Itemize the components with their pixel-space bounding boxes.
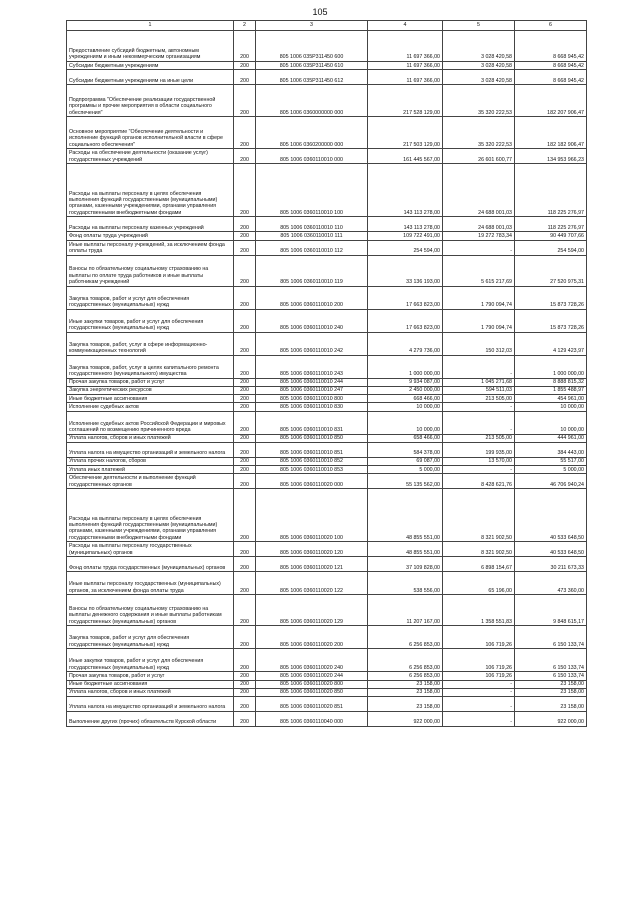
row-executed-amount-cell: 35 320 222,53 (443, 85, 515, 117)
table-row (67, 117, 587, 149)
row-budget-code-cell: 805 1006 0360110020 200 (256, 626, 368, 649)
row-line-code-cell: 200 (234, 149, 256, 164)
row-budget-code-cell: 805 1006 0360110020 240 (256, 649, 368, 672)
row-approved-amount-cell: 10 000,00 (368, 411, 443, 434)
row-line-code-cell: 200 (234, 489, 256, 542)
row-name-cell: Иные выплаты персоналу учреждений, за исключением фонда оплаты труда (67, 240, 234, 255)
row-line-code-cell: 200 (234, 378, 256, 386)
row-budget-code-cell: 805 1006 0360110010 119 (256, 255, 368, 286)
row-budget-code-cell: 805 1006 0360110020 121 (256, 557, 368, 572)
row-unexecuted-amount-cell: 4 129 423,97 (515, 332, 587, 355)
row-approved-amount-cell: 23 158,00 (368, 680, 443, 688)
row-unexecuted-amount-cell: 6 150 133,74 (515, 672, 587, 680)
row-approved-amount-cell: 37 109 828,00 (368, 557, 443, 572)
row-name-cell: Субсидии бюджетным учреждениям на иные цели (67, 70, 234, 85)
table-body (67, 31, 587, 727)
table-row (67, 62, 587, 70)
row-line-code-cell: 200 (234, 62, 256, 70)
row-name-cell: Уплата налогов, сборов и иных платежей (67, 434, 234, 442)
row-budget-code-cell: 805 1006 0360110010 247 (256, 386, 368, 394)
row-name-cell: Иные закупки товаров, работ и услуг для обеспечения государственных (муниципальных) нужд (67, 649, 234, 672)
row-unexecuted-amount-cell: 40 533 648,50 (515, 542, 587, 557)
row-executed-amount-cell: 199 935,00 (443, 442, 515, 457)
row-approved-amount-cell: 17 663 823,00 (368, 286, 443, 309)
row-budget-code-cell: 805 1006 0360110010 200 (256, 286, 368, 309)
table-row (67, 442, 587, 457)
row-executed-amount-cell: 3 028 420,58 (443, 62, 515, 70)
row-name-cell: Субсидии бюджетным учреждениям (67, 62, 234, 70)
row-name-cell: Закупка товаров, работ и услуг для обеспечения государственных (муниципальных) нужд (67, 626, 234, 649)
row-approved-amount-cell: 143 113 278,00 (368, 217, 443, 232)
table-row (67, 403, 587, 411)
page-number: 105 (312, 7, 328, 17)
row-unexecuted-amount-cell: 454 961,00 (515, 395, 587, 403)
row-executed-amount-cell: 1 045 271,68 (443, 378, 515, 386)
row-unexecuted-amount-cell: 30 211 673,33 (515, 557, 587, 572)
row-unexecuted-amount-cell: 46 706 940,24 (515, 474, 587, 489)
row-name-cell: Расходы на выплаты персоналу в целях обеспечения выполнения функций государственными (муниципальными) органами, казенными учреждениями, органами управления государственными внебюджетными фондами (67, 489, 234, 542)
table-row (67, 31, 587, 62)
row-executed-amount-cell: 8 428 621,76 (443, 474, 515, 489)
row-name-cell: Основное мероприятие "Обеспечение деятельности и исполнение функций органов исполнительной власти в сфере социального обеспечения" (67, 117, 234, 149)
row-executed-amount-cell: 1 790 094,74 (443, 286, 515, 309)
row-line-code-cell: 200 (234, 474, 256, 489)
row-budget-code-cell: 805 1006 0360110010 851 (256, 442, 368, 457)
row-line-code-cell: 200 (234, 117, 256, 149)
row-name-cell: Прочая закупка товаров, работ и услуг (67, 378, 234, 386)
table-row (67, 688, 587, 696)
row-line-code-cell: 200 (234, 672, 256, 680)
row-line-code-cell: 200 (234, 255, 256, 286)
table-row (67, 572, 587, 595)
row-approved-amount-cell: 9 934 087,00 (368, 378, 443, 386)
row-approved-amount-cell: 4 279 736,00 (368, 332, 443, 355)
row-line-code-cell: 200 (234, 395, 256, 403)
row-line-code-cell: 200 (234, 386, 256, 394)
row-executed-amount-cell: 1 358 551,83 (443, 595, 515, 626)
row-approved-amount-cell: 10 000,00 (368, 403, 443, 411)
row-budget-code-cell: 805 1006 0360110010 112 (256, 240, 368, 255)
row-unexecuted-amount-cell: 444 961,00 (515, 434, 587, 442)
row-budget-code-cell: 805 1006 0360110010 242 (256, 332, 368, 355)
row-executed-amount-cell: 3 028 420,58 (443, 70, 515, 85)
row-approved-amount-cell: 11 207 167,00 (368, 595, 443, 626)
table-row (67, 489, 587, 542)
row-executed-amount-cell: 26 601 600,77 (443, 149, 515, 164)
row-line-code-cell: 200 (234, 403, 256, 411)
column-header: 6 (515, 21, 587, 31)
row-name-cell: Предоставление субсидий бюджетным, автономным учреждениям и иным некоммерческим организациям (67, 31, 234, 62)
row-line-code-cell: 200 (234, 697, 256, 712)
row-approved-amount-cell: 217 528 129,00 (368, 85, 443, 117)
row-line-code-cell: 200 (234, 240, 256, 255)
row-name-cell: Иные бюджетные ассигнования (67, 680, 234, 688)
row-budget-code-cell: 805 1006 0360110010 831 (256, 411, 368, 434)
row-line-code-cell: 200 (234, 85, 256, 117)
column-header: 2 (234, 21, 256, 31)
row-approved-amount-cell: 161 445 567,00 (368, 149, 443, 164)
row-line-code-cell: 200 (234, 542, 256, 557)
row-unexecuted-amount-cell: 55 517,00 (515, 457, 587, 465)
row-executed-amount-cell: - (443, 240, 515, 255)
table-row (67, 542, 587, 557)
table-row (67, 466, 587, 474)
table-row (67, 626, 587, 649)
row-name-cell: Выполнение других (прочих) обязательств Курской области (67, 712, 234, 727)
row-unexecuted-amount-cell: 23 158,00 (515, 680, 587, 688)
row-line-code-cell: 200 (234, 217, 256, 232)
row-budget-code-cell: 805 1006 0360110010 000 (256, 149, 368, 164)
row-approved-amount-cell: 922 000,00 (368, 712, 443, 727)
table-row (67, 232, 587, 240)
row-approved-amount-cell: 11 697 366,00 (368, 70, 443, 85)
row-unexecuted-amount-cell: 1 855 488,97 (515, 386, 587, 394)
row-line-code-cell: 200 (234, 712, 256, 727)
row-budget-code-cell: 805 1006 0360110010 110 (256, 217, 368, 232)
row-executed-amount-cell: 106 719,26 (443, 672, 515, 680)
table-row (67, 697, 587, 712)
table-header (67, 21, 587, 31)
row-unexecuted-amount-cell: 254 594,00 (515, 240, 587, 255)
row-approved-amount-cell: 6 256 853,00 (368, 672, 443, 680)
row-executed-amount-cell: 8 321 902,50 (443, 542, 515, 557)
row-name-cell: Обеспечение деятельности и выполнение функций государственных органов (67, 474, 234, 489)
row-unexecuted-amount-cell: 15 873 728,26 (515, 309, 587, 332)
row-approved-amount-cell: 23 158,00 (368, 697, 443, 712)
row-approved-amount-cell: 217 503 129,00 (368, 117, 443, 149)
row-executed-amount-cell: 213 505,00 (443, 395, 515, 403)
row-name-cell: Расходы на обеспечение деятельности (оказание услуг) государственных учреждений (67, 149, 234, 164)
row-line-code-cell: 200 (234, 649, 256, 672)
row-name-cell: Исполнение судебных актов (67, 403, 234, 411)
row-executed-amount-cell: 106 719,26 (443, 626, 515, 649)
table-row (67, 149, 587, 164)
row-budget-code-cell: 805 1006 0360110020 122 (256, 572, 368, 595)
row-unexecuted-amount-cell: 27 520 975,31 (515, 255, 587, 286)
table-row (67, 457, 587, 465)
row-executed-amount-cell: 150 312,03 (443, 332, 515, 355)
row-budget-code-cell: 805 1006 0360110040 000 (256, 712, 368, 727)
table-row (67, 85, 587, 117)
row-budget-code-cell: 805 1006 0360110020 850 (256, 688, 368, 696)
row-line-code-cell: 200 (234, 688, 256, 696)
row-executed-amount-cell: 3 028 420,58 (443, 31, 515, 62)
table-row (67, 557, 587, 572)
row-unexecuted-amount-cell: 1 000 000,00 (515, 355, 587, 378)
row-name-cell: Закупка товаров, работ, услуг в целях капитального ремонта государственного (муниципального) имущества (67, 355, 234, 378)
row-budget-code-cell: 805 1006 0360110020 244 (256, 672, 368, 680)
row-budget-code-cell: 805 1006 035Р311450 600 (256, 31, 368, 62)
row-budget-code-cell: 805 1006 0360110020 800 (256, 680, 368, 688)
row-executed-amount-cell: 6 898 154,67 (443, 557, 515, 572)
header-row (67, 21, 587, 31)
row-unexecuted-amount-cell: 134 953 966,23 (515, 149, 587, 164)
row-approved-amount-cell: 55 135 562,00 (368, 474, 443, 489)
column-header: 3 (256, 21, 368, 31)
table-row (67, 386, 587, 394)
row-approved-amount-cell: 11 697 366,00 (368, 62, 443, 70)
row-unexecuted-amount-cell: 40 533 648,50 (515, 489, 587, 542)
row-approved-amount-cell: 6 256 853,00 (368, 649, 443, 672)
row-name-cell: Расходы на выплаты персоналу казенных учреждений (67, 217, 234, 232)
row-unexecuted-amount-cell: 182 207 906,47 (515, 85, 587, 117)
row-budget-code-cell: 805 1006 035Р311450 610 (256, 62, 368, 70)
table-row (67, 474, 587, 489)
row-name-cell: Иные бюджетные ассигнования (67, 395, 234, 403)
row-name-cell: Закупка товаров, работ, услуг в сфере информационно-коммуникационных технологий (67, 332, 234, 355)
table-row (67, 680, 587, 688)
table-row (67, 255, 587, 286)
row-executed-amount-cell: 24 688 001,03 (443, 217, 515, 232)
row-budget-code-cell: 805 1006 0360110020 851 (256, 697, 368, 712)
row-approved-amount-cell: 1 000 000,00 (368, 355, 443, 378)
row-approved-amount-cell: 143 113 278,00 (368, 164, 443, 217)
table-row (67, 649, 587, 672)
row-approved-amount-cell: 658 466,00 (368, 434, 443, 442)
row-executed-amount-cell: 213 505,00 (443, 434, 515, 442)
row-unexecuted-amount-cell: 473 360,00 (515, 572, 587, 595)
row-executed-amount-cell: - (443, 712, 515, 727)
row-name-cell: Закупка товаров, работ и услуг для обеспечения государственных (муниципальных) нужд (67, 286, 234, 309)
row-unexecuted-amount-cell: 6 150 133,74 (515, 626, 587, 649)
row-unexecuted-amount-cell: 922 000,00 (515, 712, 587, 727)
row-name-cell: Уплата налога на имущество организаций и земельного налога (67, 442, 234, 457)
row-executed-amount-cell: 65 196,00 (443, 572, 515, 595)
table-row (67, 332, 587, 355)
row-executed-amount-cell: 594 511,03 (443, 386, 515, 394)
row-executed-amount-cell: 35 320 222,53 (443, 117, 515, 149)
row-name-cell: Прочая закупка товаров, работ и услуг (67, 672, 234, 680)
table-row (67, 240, 587, 255)
row-executed-amount-cell: 1 790 094,74 (443, 309, 515, 332)
table-row (67, 395, 587, 403)
row-name-cell: Исполнение судебных актов Российской Федерации и мировых соглашений по возмещению причиненного вреда (67, 411, 234, 434)
row-line-code-cell: 200 (234, 457, 256, 465)
row-budget-code-cell: 805 1006 0360110010 800 (256, 395, 368, 403)
row-approved-amount-cell: 69 087,00 (368, 457, 443, 465)
row-approved-amount-cell: 5 000,00 (368, 466, 443, 474)
row-line-code-cell: 200 (234, 434, 256, 442)
row-executed-amount-cell: 8 321 902,50 (443, 489, 515, 542)
row-budget-code-cell: 805 1006 035Р311450 612 (256, 70, 368, 85)
row-approved-amount-cell: 2 450 000,00 (368, 386, 443, 394)
row-name-cell: Иные выплаты персоналу государственных (муниципальных) органов, за исключением фонда оплаты труда (67, 572, 234, 595)
row-name-cell: Взносы по обязательному социальному страхованию на выплаты денежного содержания и иные выплаты работникам государственных (муниципальных) органов (67, 595, 234, 626)
row-name-cell: Уплата налога на имущество организаций и земельного налога (67, 697, 234, 712)
row-approved-amount-cell: 6 256 853,00 (368, 626, 443, 649)
row-unexecuted-amount-cell: 10 000,00 (515, 403, 587, 411)
row-line-code-cell: 200 (234, 557, 256, 572)
row-budget-code-cell: 805 1006 0360110010 244 (256, 378, 368, 386)
row-name-cell: Фонд оплаты труда учреждений (67, 232, 234, 240)
row-executed-amount-cell: - (443, 466, 515, 474)
row-line-code-cell: 200 (234, 411, 256, 434)
row-approved-amount-cell: 23 158,00 (368, 688, 443, 696)
table-row (67, 672, 587, 680)
row-line-code-cell: 200 (234, 572, 256, 595)
row-executed-amount-cell: - (443, 411, 515, 434)
row-name-cell: Фонд оплаты труда государственных (муниципальных) органов (67, 557, 234, 572)
row-budget-code-cell: 805 1006 0360110010 830 (256, 403, 368, 411)
row-unexecuted-amount-cell: 118 225 276,97 (515, 164, 587, 217)
row-approved-amount-cell: 48 855 551,00 (368, 489, 443, 542)
row-executed-amount-cell: 13 570,00 (443, 457, 515, 465)
row-executed-amount-cell: - (443, 403, 515, 411)
row-executed-amount-cell: - (443, 697, 515, 712)
row-unexecuted-amount-cell: 384 443,00 (515, 442, 587, 457)
table-row (67, 70, 587, 85)
row-name-cell: Иные закупки товаров, работ и услуг для обеспечения государственных (муниципальных) нужд (67, 309, 234, 332)
row-approved-amount-cell: 254 594,00 (368, 240, 443, 255)
row-unexecuted-amount-cell: 15 873 728,26 (515, 286, 587, 309)
table-row (67, 355, 587, 378)
row-executed-amount-cell: 5 615 217,69 (443, 255, 515, 286)
table-row (67, 286, 587, 309)
row-line-code-cell: 200 (234, 232, 256, 240)
budget-table (66, 20, 587, 727)
row-budget-code-cell: 805 1006 0360110020 129 (256, 595, 368, 626)
row-unexecuted-amount-cell: 23 158,00 (515, 697, 587, 712)
table-row (67, 411, 587, 434)
row-budget-code-cell: 805 1006 0360110010 240 (256, 309, 368, 332)
row-unexecuted-amount-cell: 8 668 945,42 (515, 70, 587, 85)
row-name-cell: Закупка энергетических ресурсов (67, 386, 234, 394)
row-line-code-cell: 200 (234, 680, 256, 688)
row-unexecuted-amount-cell: 182 182 906,47 (515, 117, 587, 149)
row-budget-code-cell: 805 1006 0360110020 120 (256, 542, 368, 557)
row-budget-code-cell: 805 1006 0360110010 853 (256, 466, 368, 474)
row-unexecuted-amount-cell: 8 668 945,42 (515, 31, 587, 62)
row-budget-code-cell: 805 1006 0360110010 100 (256, 164, 368, 217)
row-name-cell: Уплата прочих налогов, сборов (67, 457, 234, 465)
table-row (67, 378, 587, 386)
row-approved-amount-cell: 11 697 366,00 (368, 31, 443, 62)
table-row (67, 217, 587, 232)
row-approved-amount-cell: 584 378,00 (368, 442, 443, 457)
column-header: 5 (443, 21, 515, 31)
row-approved-amount-cell: 48 855 551,00 (368, 542, 443, 557)
row-name-cell: Подпрограмма "Обеспечение реализации государственной программы и прочие мероприятия в области социального обеспечения" (67, 85, 234, 117)
row-executed-amount-cell: 24 688 001,03 (443, 164, 515, 217)
row-unexecuted-amount-cell: 90 449 707,66 (515, 232, 587, 240)
row-name-cell: Расходы на выплаты персоналу государственных (муниципальных) органов (67, 542, 234, 557)
row-budget-code-cell: 805 1006 0360110010 852 (256, 457, 368, 465)
row-budget-code-cell: 805 1006 0360110020 000 (256, 474, 368, 489)
row-unexecuted-amount-cell: 6 150 133,74 (515, 649, 587, 672)
row-executed-amount-cell: - (443, 355, 515, 378)
row-approved-amount-cell: 33 136 193,00 (368, 255, 443, 286)
row-name-cell: Расходы на выплаты персоналу в целях обеспечения выполнения функций государственными (муниципальными) органами, казенными учреждениями, органами управления государственными внебюджетными фондами (67, 164, 234, 217)
row-approved-amount-cell: 17 663 823,00 (368, 309, 443, 332)
row-line-code-cell: 200 (234, 442, 256, 457)
row-unexecuted-amount-cell: 8 888 815,32 (515, 378, 587, 386)
row-line-code-cell: 200 (234, 466, 256, 474)
row-line-code-cell: 200 (234, 595, 256, 626)
table-row (67, 164, 587, 217)
row-line-code-cell: 200 (234, 626, 256, 649)
row-line-code-cell: 200 (234, 31, 256, 62)
row-name-cell: Уплата иных платежей (67, 466, 234, 474)
row-unexecuted-amount-cell: 8 668 945,42 (515, 62, 587, 70)
row-name-cell: Взносы по обязательному социальному страхованию на выплаты по оплате труда работников и иные выплаты работникам учреждений (67, 255, 234, 286)
column-header: 4 (368, 21, 443, 31)
row-line-code-cell: 200 (234, 164, 256, 217)
row-executed-amount-cell: 106 719,26 (443, 649, 515, 672)
row-budget-code-cell: 805 1006 0360110010 243 (256, 355, 368, 378)
table-row (67, 712, 587, 727)
row-unexecuted-amount-cell: 9 848 615,17 (515, 595, 587, 626)
row-unexecuted-amount-cell: 5 000,00 (515, 466, 587, 474)
row-unexecuted-amount-cell: 23 158,00 (515, 688, 587, 696)
row-unexecuted-amount-cell: 10 000,00 (515, 411, 587, 434)
row-name-cell: Уплата налогов, сборов и иных платежей (67, 688, 234, 696)
row-budget-code-cell: 805 1006 0360200000 000 (256, 117, 368, 149)
row-executed-amount-cell: - (443, 680, 515, 688)
row-executed-amount-cell: - (443, 688, 515, 696)
row-line-code-cell: 200 (234, 355, 256, 378)
row-line-code-cell: 200 (234, 286, 256, 309)
row-executed-amount-cell: 19 272 783,34 (443, 232, 515, 240)
row-line-code-cell: 200 (234, 309, 256, 332)
row-budget-code-cell: 805 1006 0360110020 100 (256, 489, 368, 542)
row-approved-amount-cell: 668 466,00 (368, 395, 443, 403)
column-header: 1 (67, 21, 234, 31)
row-approved-amount-cell: 109 722 491,00 (368, 232, 443, 240)
row-line-code-cell: 200 (234, 332, 256, 355)
row-budget-code-cell: 805 1006 0360110010 111 (256, 232, 368, 240)
row-unexecuted-amount-cell: 118 225 276,97 (515, 217, 587, 232)
row-budget-code-cell: 805 1006 0360110010 850 (256, 434, 368, 442)
table-row (67, 434, 587, 442)
row-line-code-cell: 200 (234, 70, 256, 85)
row-approved-amount-cell: 538 556,00 (368, 572, 443, 595)
row-budget-code-cell: 805 1006 0360000000 000 (256, 85, 368, 117)
table-row (67, 309, 587, 332)
table-row (67, 595, 587, 626)
